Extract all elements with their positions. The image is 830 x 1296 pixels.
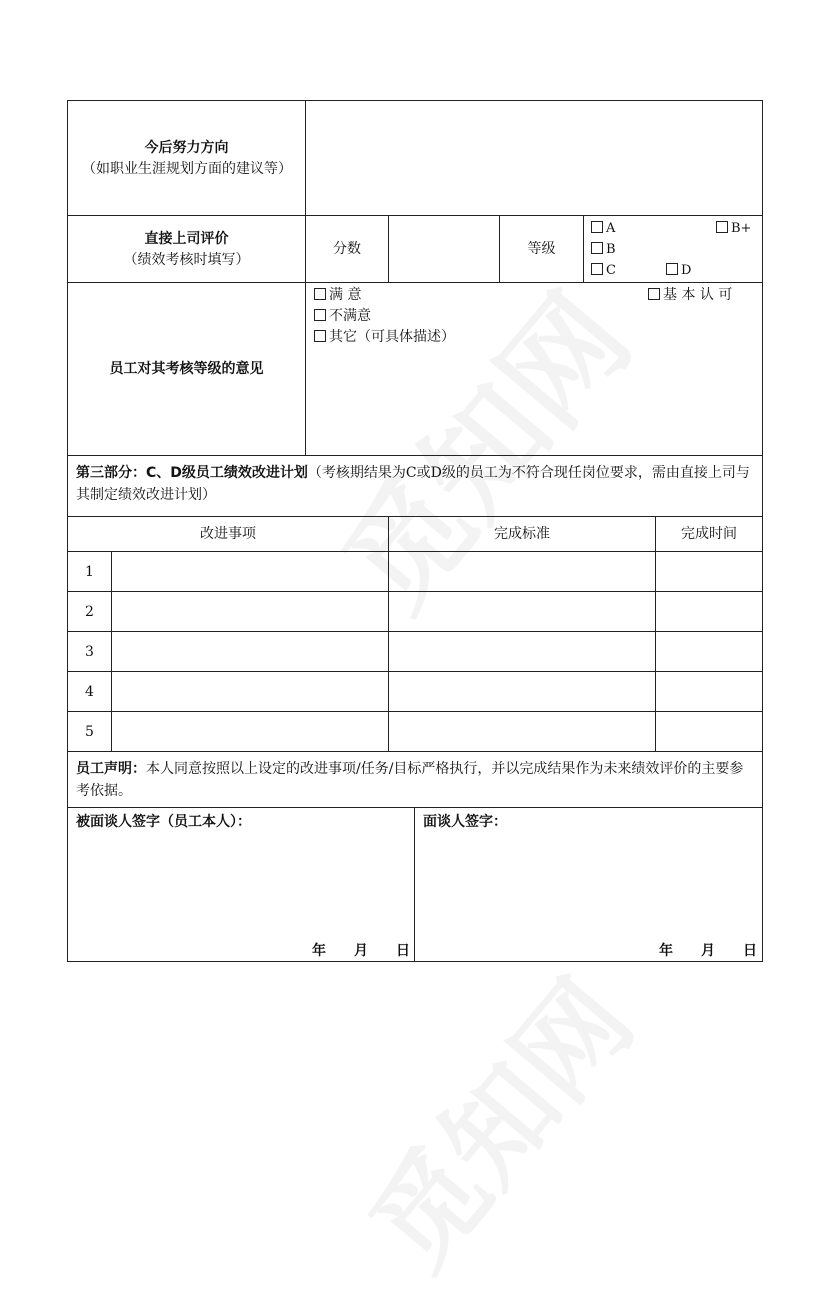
completion-time-cell[interactable] [656, 552, 762, 751]
future-direction-field[interactable] [306, 101, 762, 215]
declaration-label: 员工声明： [76, 761, 146, 777]
checkbox-icon [591, 242, 603, 254]
opinion-option-satisfied[interactable]: 满 意 [314, 284, 361, 306]
future-direction-note: （如职业生涯规划方面的建议等） [82, 160, 292, 177]
checkbox-icon [648, 288, 660, 300]
completion-standard-cell[interactable] [389, 552, 655, 751]
checkbox-icon [591, 263, 603, 275]
opinion-label: 员工对其考核等级的意见 [109, 361, 264, 377]
opinion-option-dissatisfied[interactable]: 不满意 [314, 305, 371, 327]
supervisor-eval-label [68, 216, 305, 282]
future-direction-label [68, 101, 305, 215]
employee-declaration [76, 758, 756, 804]
watermark-bottom [328, 942, 661, 1296]
checkbox-icon [716, 221, 728, 233]
part3-heading: 第三部分：C、D级员工绩效改进计划 [76, 465, 308, 481]
checkbox-icon [314, 330, 326, 342]
employee-signature-field[interactable] [68, 835, 414, 935]
checkbox-icon [591, 221, 603, 233]
declaration-text: 本人同意按照以上设定的改进事项/任务/目标严格执行，并以完成结果作为未来绩效评价的主要参考依据。 [76, 761, 744, 799]
grade-label: 等级 [527, 241, 556, 257]
grade-option-c[interactable]: C [591, 260, 616, 281]
opinion-option-basically-agree[interactable]: 基 本 认 可 [648, 284, 732, 306]
interviewer-signature-label: 面谈人签字： [423, 814, 507, 830]
col-header-improvement-items: 改进事项 [200, 526, 256, 542]
grade-option-d[interactable]: D [666, 260, 691, 281]
table-row-number: 1 [85, 563, 94, 580]
checkbox-icon [314, 288, 326, 300]
col-header-completion-time: 完成时间 [681, 526, 737, 542]
employee-signature-date: 年 月 日 [312, 943, 410, 959]
table-row-number: 5 [85, 723, 94, 740]
grade-option-bplus[interactable]: B+ [716, 218, 751, 239]
part3-heading-block [76, 462, 758, 512]
checkbox-icon [666, 263, 678, 275]
checkbox-icon [314, 309, 326, 321]
table-row-number: 4 [85, 683, 94, 700]
future-direction-title: 今后努力方向 [144, 139, 229, 156]
improvement-item-cell[interactable] [112, 552, 388, 751]
grade-option-b[interactable]: B [591, 239, 616, 260]
table-row-number: 2 [85, 603, 94, 620]
supervisor-eval-note: （绩效考核时填写） [123, 251, 250, 268]
supervisor-eval-title: 直接上司评价 [144, 230, 229, 247]
interviewer-signature-field[interactable] [415, 835, 762, 935]
employee-signature-label: 被面谈人签字（员工本人）： [76, 814, 251, 830]
grade-option-a[interactable]: A [591, 218, 615, 239]
col-header-completion-standard: 完成标准 [494, 526, 550, 542]
score-field[interactable] [389, 216, 499, 282]
interviewer-signature-date: 年 月 日 [659, 943, 757, 959]
part3-description: （考核期结果为C或D级的员工为不符合现任岗位要求，需由直接上司与其制定绩效改进计划） [76, 465, 750, 503]
table-row-number: 3 [85, 643, 94, 660]
opinion-option-other[interactable]: 其它（可具体描述） [314, 326, 455, 348]
score-label: 分数 [333, 241, 361, 257]
